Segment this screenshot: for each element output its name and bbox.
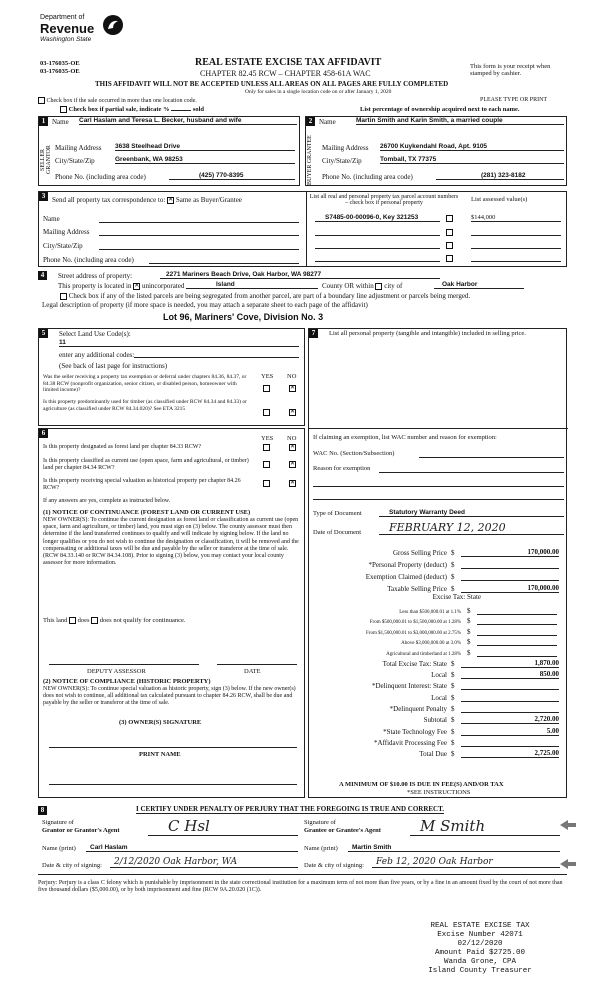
- section-3-divider: [306, 192, 307, 267]
- bracket-value[interactable]: [477, 645, 557, 646]
- corr-name-field[interactable]: [99, 222, 299, 223]
- legal-description[interactable]: Lot 96, Mariners' Cove, Division No. 3: [163, 312, 324, 322]
- city-checkbox[interactable]: [375, 283, 382, 290]
- doc-type[interactable]: Statutory Warranty Deed: [379, 509, 564, 517]
- county-row: [322, 282, 402, 290]
- calc-value[interactable]: 5.00: [461, 727, 559, 736]
- see-back-note: (See back of last page for instructions): [59, 362, 168, 370]
- assessed-value[interactable]: $144,000: [471, 214, 561, 222]
- wac-field[interactable]: [419, 457, 564, 458]
- bracket-value[interactable]: [477, 635, 557, 636]
- dollar-sign: $: [451, 727, 455, 736]
- unincorporated-checkbox[interactable]: ✕: [134, 282, 140, 289]
- corr-name-label: Name: [43, 215, 60, 223]
- correspondence-label: Send all property tax correspondence to:: [52, 196, 166, 204]
- see-instructions: *SEE INSTRUCTIONS: [407, 789, 471, 796]
- calc-value[interactable]: 170,000.00: [461, 584, 559, 593]
- logo-line1: Department of: [40, 14, 85, 21]
- calc-value[interactable]: [461, 689, 559, 690]
- owner-signature-line[interactable]: [49, 747, 297, 748]
- receipt-line: 02/12/2020: [457, 940, 503, 948]
- section-4-number: 4: [38, 271, 47, 280]
- s5-no-header: NO: [287, 373, 297, 380]
- section-2-buyer: [305, 116, 567, 186]
- s5-q1-no[interactable]: ✕: [290, 385, 296, 391]
- s6-yes-header: YES: [261, 435, 274, 442]
- s5-q2-no[interactable]: ✕: [290, 409, 296, 415]
- grantee-date-city[interactable]: Feb 12, 2020 Oak Harbor: [372, 857, 560, 868]
- dollar-sign: $: [451, 750, 455, 759]
- seller-name-label: Name: [52, 118, 69, 126]
- buyer-mailing-label: Mailing Address: [322, 144, 369, 152]
- section-8-number: 8: [38, 806, 47, 815]
- s5-question-1: Was the seller receiving a property tax exemption or deferral under chapters 84.36, 84.37, or 84.38 RCW (nonprofit organization, senior citizen, or disabled person, homeowner with limited income)?: [43, 374, 247, 393]
- unincorporated-label: unincorporated: [141, 282, 185, 290]
- does-not-checkbox[interactable]: [91, 617, 98, 624]
- section-1-number: 1: [39, 117, 48, 126]
- corr-phone-field[interactable]: [149, 263, 299, 264]
- bracket-label: From $1,500,000.01 to $3,000,000.00 at 2.75%: [366, 630, 461, 636]
- s5-yes-header: YES: [261, 373, 274, 380]
- grantor-sig-label-2: Grantor or Grantor's Agent: [42, 827, 120, 834]
- section-7-number: 7: [309, 329, 318, 338]
- section-4-property: [38, 271, 567, 325]
- calc-value[interactable]: [461, 568, 559, 569]
- seller-phone-label: Phone No. (including area code): [55, 173, 146, 181]
- continuance-row: [43, 617, 186, 624]
- calc-value[interactable]: 1,870.00: [461, 659, 559, 668]
- perjury-note: Perjury: Perjury is a class C felony which is punishable by imprisonment in the state correctional institution for a maximum term of not more than five years, or by a fine in an amount fixed by the court of not more than five thousand dollars ($5,000.00), or by both imprisonment and fine (RCW 9A.20.020 (1C)).: [38, 880, 563, 893]
- form-id-2: 03-176035-OE: [40, 68, 80, 75]
- calc-row: [309, 545, 568, 557]
- certify-statement: I CERTIFY UNDER PENALTY OF PERJURY THAT THE FOREGOING IS TRUE AND CORRECT.: [136, 805, 445, 813]
- bracket-value[interactable]: [477, 624, 557, 625]
- receipt-line: REAL ESTATE EXCISE TAX: [430, 922, 530, 930]
- sign-here-arrow-icon: [560, 820, 576, 830]
- bracket-label: From $500,000.01 to $1,500,000.00 at 1.28%: [369, 620, 461, 625]
- minimum-note: A MINIMUM OF $10.00 IS DUE IN FEE(S) AND/OR TAX: [339, 781, 504, 788]
- parcel-field-2[interactable]: [315, 235, 440, 236]
- logo-line2: Revenue: [40, 21, 95, 36]
- dollar-sign: $: [451, 659, 455, 668]
- seller-side-label: SELLER GRANTOR: [40, 145, 52, 175]
- calc-label: *State Technology Fee: [383, 727, 447, 736]
- grantee-signature[interactable]: M Smith: [410, 817, 560, 836]
- calc-label: Total Due: [419, 750, 447, 759]
- dollar-sign: $: [467, 638, 471, 646]
- city-value[interactable]: Oak Harbor: [434, 281, 524, 289]
- parcel-header: List all real and personal property tax parcel account numbers – check box if personal property: [309, 194, 459, 206]
- s5-q1-yes[interactable]: [263, 385, 270, 392]
- s6-q1-yes[interactable]: [263, 444, 270, 451]
- bracket-value[interactable]: [477, 656, 557, 657]
- calc-value[interactable]: [461, 712, 559, 713]
- corr-mailing-field[interactable]: [99, 235, 299, 236]
- street-label: Street address of property:: [58, 272, 133, 280]
- s6-q3-no[interactable]: ✕: [290, 480, 296, 486]
- calc-value[interactable]: 850.00: [461, 670, 559, 679]
- calc-value[interactable]: [461, 746, 559, 747]
- s6-question-1: Is this property designated as forest land per chapter 84.33 RCW?: [43, 444, 202, 450]
- warning-text: THIS AFFIDAVIT WILL NOT BE ACCEPTED UNLESS ALL AREAS ON ALL PAGES ARE FULLY COMPLETED: [95, 80, 449, 88]
- grantor-signature[interactable]: C Hsl: [148, 817, 298, 836]
- calc-value[interactable]: [461, 580, 559, 581]
- section-2-number: 2: [306, 117, 315, 126]
- doc-date-label: Date of Document: [313, 529, 362, 536]
- bracket-label: Less than $500,000.01 at 1.1%: [399, 609, 461, 615]
- bracket-row: [309, 625, 568, 636]
- seller-phone[interactable]: (425) 770-8395: [169, 172, 295, 180]
- segregated-checkbox[interactable]: [60, 293, 67, 300]
- calc-label: *Delinquent Penalty: [389, 704, 447, 713]
- calc-label: *Delinquent Interest: State: [371, 682, 447, 691]
- type-print-note: PLEASE TYPE OR PRINT: [480, 97, 548, 103]
- calc-label: Total Excise Tax: State: [382, 659, 447, 668]
- section-6-continuance: [38, 428, 305, 798]
- buyer-phone[interactable]: (281) 323-8182: [436, 172, 564, 180]
- receipt-line: Excise Number 42071: [437, 931, 523, 939]
- section-5-land-use: [38, 328, 305, 426]
- buyer-city-label: City/State/Zip: [322, 157, 362, 165]
- dollar-sign: $: [451, 585, 455, 593]
- notice-3-title: (3) OWNER(S) SIGNATURE: [119, 719, 202, 726]
- parcel-personal-checkbox-3[interactable]: [446, 242, 453, 249]
- seller-city[interactable]: Greenbank, WA 98253: [115, 156, 295, 164]
- legal-label: Legal description of property (if more space is needed, you may attach a separate sheet to each page of the affidavit): [42, 301, 368, 309]
- reason-field-1[interactable]: [379, 472, 564, 473]
- assessed-header: List assessed value(s): [471, 196, 528, 203]
- calc-row: [309, 747, 568, 758]
- buyer-city[interactable]: Tomball, TX 77375: [380, 156, 564, 164]
- dollar-sign: $: [467, 627, 471, 636]
- receipt-line: Amount Paid $2725.00: [434, 949, 525, 957]
- print-name-line[interactable]: [49, 784, 297, 785]
- dollar-sign: $: [451, 704, 455, 713]
- grantor-date-city[interactable]: 2/12/2020 Oak Harbor, WA: [110, 857, 298, 868]
- segregated-label: Check box if any of the listed parcels are being segregated from another parcel, are part of a boundary line adjustment or parcels being merged.: [68, 292, 471, 300]
- doc-type-label: Type of Document: [313, 510, 362, 517]
- dollar-sign: $: [451, 716, 455, 725]
- buyer-phone-label: Phone No. (including area code): [322, 173, 413, 181]
- sales-note: Only for sales in a single location code on or after January 1, 2020: [245, 89, 392, 95]
- parcel-field-3[interactable]: [315, 248, 440, 249]
- calc-label: Taxable Selling Price: [387, 585, 447, 593]
- logo-line3: Washington State: [40, 36, 92, 43]
- calc-row: [309, 679, 568, 690]
- calc-value[interactable]: 170,000.00: [461, 548, 559, 557]
- bracket-row: [309, 604, 568, 615]
- calc-label: *Affidavit Processing Fee: [374, 738, 447, 747]
- dollar-sign: $: [467, 617, 471, 625]
- section-3-number: 3: [39, 192, 48, 201]
- calc-label: Gross Selling Price: [392, 549, 447, 557]
- buyer-name-label: Name: [319, 118, 336, 126]
- calc-row: [309, 657, 568, 668]
- located-label: This property is located in: [58, 282, 132, 290]
- corr-city-field[interactable]: [99, 249, 299, 250]
- reason-label: Reason for exemption: [313, 465, 371, 472]
- notice-2-body: NEW OWNER(S): To continue special valuation as historic property, sign (3) below. If the new owner(s) does not wish to continue, all additional tax calculated pursuant to chapter 84.26 RCW, shall be due and payable by the seller or transferor at the time of sale.: [43, 686, 296, 707]
- partial-sale-checkbox[interactable]: [60, 106, 67, 113]
- exemption-label: If claiming an exemption, list WAC number and reason for exemption:: [313, 434, 497, 441]
- grantor-print-name[interactable]: Carl Haslam: [86, 844, 298, 852]
- excise-header: Excise Tax: State: [432, 593, 481, 601]
- buyer-name[interactable]: Martin Smith and Karin Smith, a married couple: [356, 117, 564, 125]
- dollar-sign: $: [451, 738, 455, 747]
- wac-label: WAC No. (Section/Subsection): [313, 450, 395, 457]
- grantee-sig-label-1: Signature of: [304, 819, 336, 826]
- bracket-row: [309, 636, 568, 647]
- seller-mailing[interactable]: 3638 Steelhead Drive: [115, 143, 295, 151]
- receipt-stamp: [405, 922, 555, 976]
- calc-label: Exemption Claimed (deduct): [365, 573, 447, 581]
- grantee-sig-label-2: Grantee or Grantee's Agent: [304, 827, 381, 834]
- notice-2-title: (2) NOTICE OF COMPLIANCE (HISTORIC PROPERTY): [43, 678, 211, 685]
- dollar-sign: $: [451, 573, 455, 581]
- bracket-value[interactable]: [477, 614, 557, 615]
- street-address[interactable]: 2271 Mariners Beach Drive, Oak Harbor, WA 98277: [160, 271, 440, 279]
- grantor-name-label: Name (print): [42, 845, 76, 852]
- deputy-date-label: DATE: [244, 668, 261, 675]
- s6-question-2: Is this property classified as current use (open space, farm and agricultural, or timber) land per chapter 84.34 RCW?: [43, 458, 249, 471]
- seller-mailing-label: Mailing Address: [55, 144, 102, 152]
- dollar-sign: $: [467, 648, 471, 657]
- partial-sale-percent[interactable]: [171, 110, 191, 111]
- section-8-signatures: [38, 805, 567, 875]
- revenue-logo: [40, 14, 140, 50]
- calc-row: [309, 557, 568, 569]
- assessed-field-4[interactable]: [471, 261, 561, 262]
- if-yes-note: If any answers are yes, complete as instructed below.: [43, 498, 171, 504]
- deputy-signature-line[interactable]: [49, 664, 199, 665]
- multi-location-row: [38, 97, 197, 104]
- print-name-label: PRINT NAME: [139, 751, 181, 758]
- county-value[interactable]: Island: [186, 281, 318, 289]
- grantee-print-name[interactable]: Martin Smith: [348, 844, 560, 852]
- calc-value[interactable]: 2,725.00: [461, 749, 559, 758]
- dollar-sign: $: [451, 682, 455, 691]
- parcel-number[interactable]: S7485-00-00096-0, Key 321253: [315, 214, 440, 222]
- bracket-row: [309, 646, 568, 657]
- notice-1-title: (1) NOTICE OF CONTINUANCE (FOREST LAND OR CURRENT USE): [43, 509, 251, 516]
- s6-q2-no[interactable]: ✕: [290, 461, 296, 467]
- section-7-sale: [308, 328, 567, 798]
- parcel-personal-checkbox-4[interactable]: [446, 255, 453, 262]
- parcel-personal-checkbox-2[interactable]: [446, 229, 453, 236]
- form-subtitle: CHAPTER 82.45 RCW – CHAPTER 458-61A WAC: [200, 69, 371, 78]
- segregated-row: [60, 292, 470, 300]
- seller-city-label: City/State/Zip: [55, 157, 95, 165]
- dollar-sign: $: [451, 693, 455, 702]
- calc-label: Local: [431, 671, 447, 680]
- grantee-name-label: Name (print): [304, 845, 338, 852]
- reason-field-3[interactable]: [313, 499, 564, 500]
- additional-codes-field[interactable]: [134, 357, 299, 358]
- multi-location-checkbox[interactable]: [38, 97, 45, 104]
- county-label: County OR within: [322, 282, 374, 290]
- calc-row: [309, 702, 568, 713]
- parcel-field-4[interactable]: [315, 261, 440, 262]
- receipt-line: Island County Treasurer: [428, 967, 532, 975]
- receipt-line: Wanda Grone, CPA: [443, 958, 516, 966]
- does-checkbox[interactable]: [69, 617, 76, 624]
- assessed-field-2[interactable]: [471, 235, 561, 236]
- s6-no-header: NO: [287, 435, 297, 442]
- dollar-sign: $: [451, 549, 455, 557]
- calc-value[interactable]: [461, 701, 559, 702]
- form-id-1: 03-176035-OE: [40, 60, 80, 67]
- section-1-seller: [38, 116, 300, 186]
- same-as-buyer-label: Same as Buyer/Grantee: [175, 196, 242, 204]
- calc-row: [309, 713, 568, 724]
- grantor-date-label: Date & city of signing:: [42, 862, 102, 869]
- partial-sale-label: Check box if partial sale, indicate %: [68, 106, 170, 113]
- assessed-field-3[interactable]: [471, 248, 561, 249]
- s5-question-2: Is this property predominantly used for timber (as classified under RCW 84.34 and 84.33) or agriculture (as classified under RCW 84.34.020)? See ETA 3215: [43, 399, 247, 412]
- calc-row: [309, 569, 568, 581]
- s6-q3-yes[interactable]: [263, 480, 270, 487]
- calc-row: [309, 668, 568, 679]
- s6-q2-yes[interactable]: [263, 461, 270, 468]
- buyer-side-label: BUYER GRANTEE: [307, 135, 313, 185]
- s5-q2-yes[interactable]: [263, 409, 270, 416]
- bracket-row: [309, 615, 568, 626]
- calc-label: Local: [431, 693, 447, 702]
- form-title: REAL ESTATE EXCISE TAX AFFIDAVIT: [195, 57, 382, 68]
- section-3-correspondence: [38, 191, 567, 267]
- personal-property-label: List all personal property (tangible and intangible) included in selling price.: [329, 330, 526, 337]
- does-label: does: [77, 617, 90, 624]
- ownership-note: List percentage of ownership acquired next to each name.: [360, 106, 520, 113]
- tax-calculation: [309, 545, 568, 758]
- logo-mark-icon: [102, 14, 124, 36]
- grantor-sig-label-1: Signature of: [42, 819, 74, 826]
- this-land-label: This land: [43, 617, 68, 624]
- seller-name[interactable]: Carl Haslam and Teresa L. Becker, husband and wife: [79, 117, 297, 125]
- s6-q1-no[interactable]: ✕: [290, 444, 296, 450]
- does-not-label: does not qualify for continuance.: [99, 617, 186, 624]
- corr-mailing-label: Mailing Address: [43, 228, 90, 236]
- bracket-label: Above $3,000,000.00 at 3.0%: [401, 641, 461, 646]
- buyer-mailing[interactable]: 26700 Kuykendahl Road, Apt. 9105: [380, 143, 564, 151]
- parcel-personal-checkbox-1[interactable]: [446, 215, 453, 222]
- dollar-sign: $: [467, 606, 471, 615]
- bracket-label: Agricultural and timberland at 1.28%: [386, 651, 461, 657]
- calc-value[interactable]: 2,720.00: [461, 715, 559, 724]
- s6-question-3: Is this property receiving special valuation as historical property per chapter 84.26 RCW?: [43, 478, 241, 491]
- city-of-label: city of: [384, 282, 403, 290]
- reason-field-2[interactable]: [313, 486, 564, 487]
- location-row: [58, 282, 184, 290]
- land-use-code[interactable]: 11: [59, 339, 299, 347]
- calc-row: [309, 736, 568, 747]
- deputy-date-line[interactable]: [217, 664, 297, 665]
- additional-codes-label: enter any additional codes:: [59, 351, 135, 359]
- calc-label: *Personal Property (deduct): [368, 561, 447, 569]
- calc-row: [309, 690, 568, 701]
- sold-label: sold: [192, 106, 205, 113]
- doc-date[interactable]: FEBRUARY 12, 2020: [379, 521, 564, 535]
- section-5-number: 5: [39, 329, 48, 338]
- notice-1-body: NEW OWNER(S): To continue the current designation as forest land or classification as current use (open space, farm and agriculture, or timber) land, you must sign on (3) below. The county assessor must then determine if the land transferred continues to qualify and will indicate by signing below. If the land no longer qualifies or you do not wish to continue the designation or classification, it will be removed and the compensating or additional taxes will be due and payable by the seller or transferor at the time of sale. (RCW 84.33.140 or RCW 84.34.108). Prior to signing (3) below, you may contact your local county assessor for more information.: [43, 517, 299, 567]
- land-use-label: Select Land Use Code(s):: [59, 330, 131, 338]
- multi-location-label: Check box if the sale occurred in more than one location code.: [46, 97, 197, 104]
- receipt-note: This form is your receipt when stamped by cashier.: [470, 63, 551, 77]
- calc-row: [309, 724, 568, 735]
- dollar-sign: $: [451, 561, 455, 569]
- grantee-date-label: Date & city of signing:: [304, 862, 364, 869]
- correspondence-row: [52, 196, 242, 204]
- section-6-number: 6: [39, 429, 48, 438]
- same-as-buyer-checkbox[interactable]: ✕: [168, 196, 174, 203]
- s7-divider: [309, 428, 568, 429]
- calc-label: Subtotal: [423, 716, 447, 725]
- corr-phone-label: Phone No. (including area code): [43, 256, 134, 264]
- corr-city-label: City/State/Zip: [43, 242, 83, 250]
- partial-sale-row: [60, 106, 204, 113]
- dollar-sign: $: [451, 671, 455, 680]
- sign-here-arrow-icon: [560, 859, 576, 869]
- deputy-assessor-label: DEPUTY ASSESSOR: [87, 668, 146, 675]
- calc-row: [309, 581, 568, 593]
